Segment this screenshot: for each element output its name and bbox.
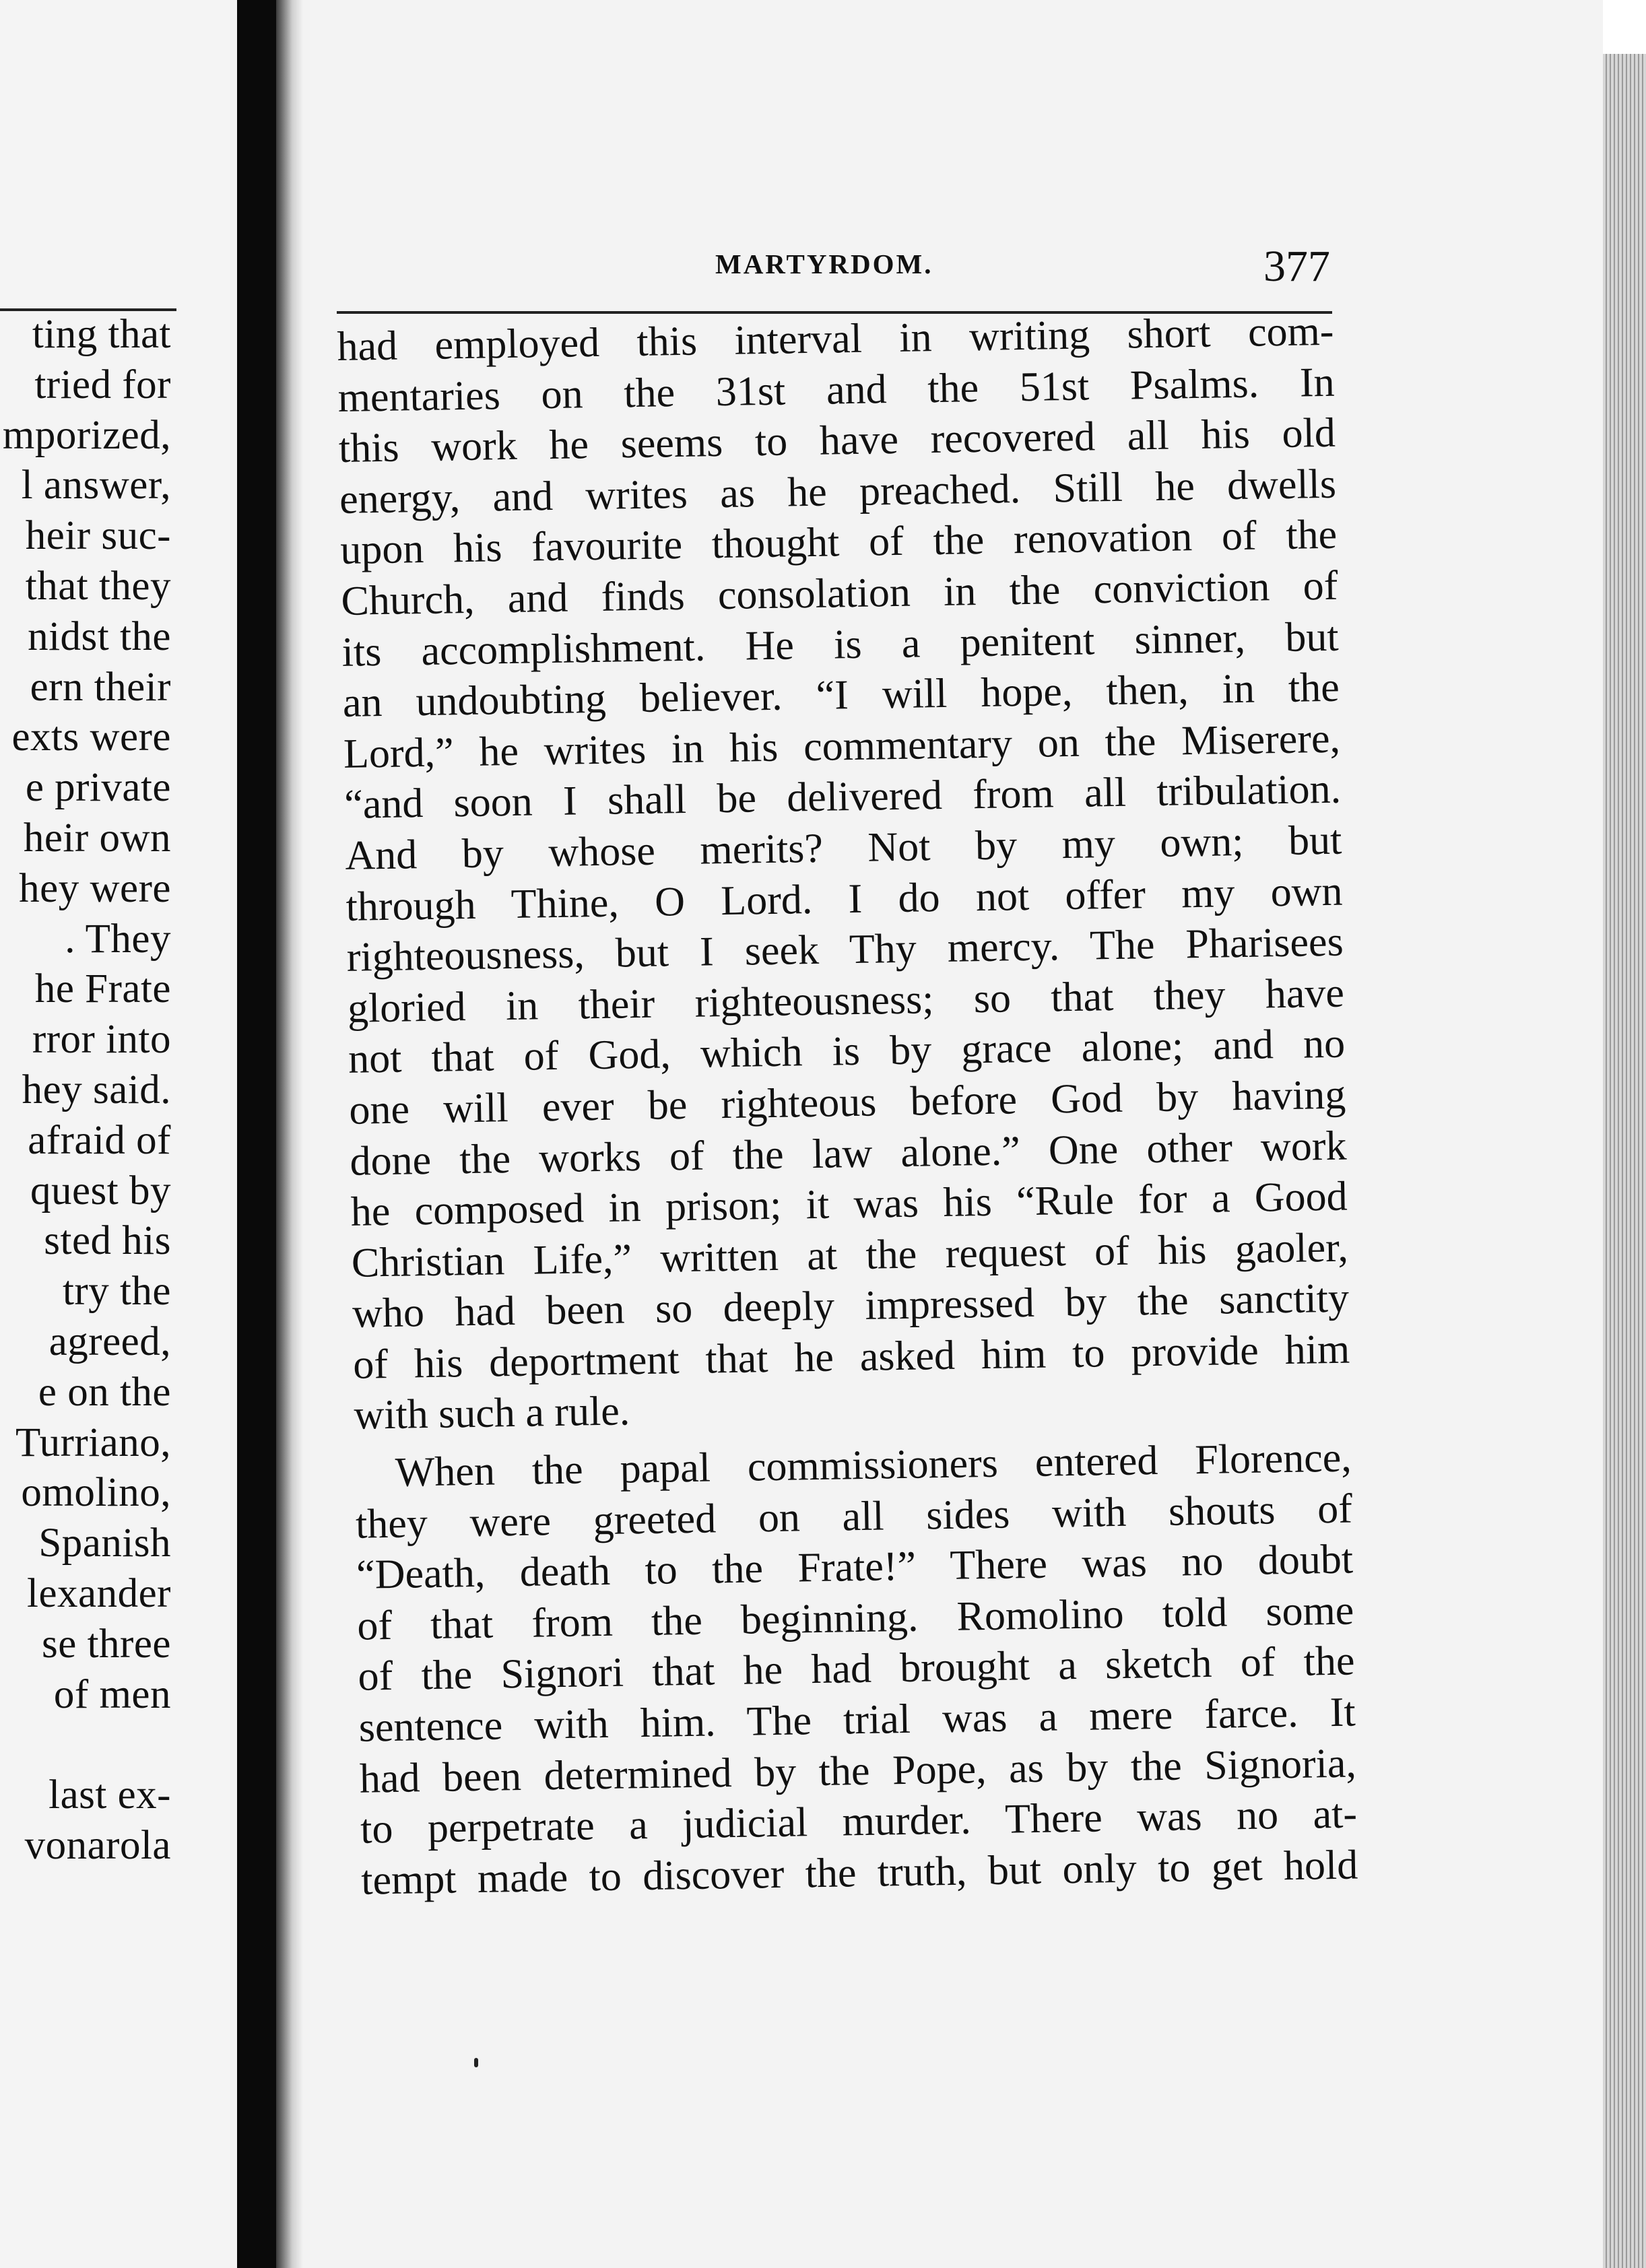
text-line: with such a rule. — [353, 1388, 630, 1439]
left-page-line: try the — [62, 1269, 171, 1314]
text-line: had been determined by the Pope, as by the Signoria, — [359, 1740, 1357, 1802]
left-page-line: vonarola — [24, 1823, 171, 1868]
text-line: of the Signori that he had brought a sketch of the — [358, 1638, 1355, 1700]
left-page-line: se three — [42, 1621, 171, 1667]
text-line: “Death, death to the Frate!” There was no doubt — [356, 1536, 1354, 1599]
left-page-line: hey were — [19, 865, 171, 911]
text-line: righteousness, but I seek Thy mercy. The Pharisees — [346, 919, 1344, 981]
left-page-line: quest by — [30, 1168, 171, 1213]
paragraph — [354, 1433, 1358, 1907]
body-text — [337, 306, 1358, 1906]
left-page-line: exts were — [11, 714, 171, 760]
text-line: done the works of the law alone.” One other work — [350, 1123, 1347, 1185]
left-page-line: nidst the — [28, 613, 171, 659]
gutter-shadow — [276, 0, 303, 2268]
text-line: this work he seems to have recovered all his old — [338, 409, 1336, 472]
text-line: And by whose merits? Not by my own; but — [344, 817, 1342, 879]
running-head: MARTYRDOM. — [715, 248, 933, 279]
left-page-line: ern their — [30, 664, 171, 710]
text-line: of that from the beginning. Romolino told some — [356, 1587, 1354, 1649]
text-line: sentence with him. The trial was a mere farce. It — [358, 1689, 1356, 1751]
left-page-line: of men — [53, 1671, 171, 1717]
text-line: he composed in prison; it was his “Rule for a Good — [350, 1173, 1348, 1235]
text-line: not that of God, which is by grace alone; and no — [348, 1020, 1346, 1083]
text-line: gloried in their righteousness; so that they have — [347, 970, 1345, 1032]
left-page-line: he Frate — [34, 966, 171, 1012]
text-line: When the papal commissioners entered Florence, — [395, 1434, 1352, 1496]
book-gutter — [237, 0, 276, 2268]
left-page-line: heir suc- — [25, 513, 171, 559]
left-page-line: l answer, — [21, 463, 171, 508]
text-line: tempt made to discover the truth, but only to get hold — [360, 1842, 1358, 1904]
left-page-line: last ex- — [48, 1772, 171, 1818]
left-page-line: Spanish — [38, 1521, 171, 1566]
text-line: one will ever be righteous before God by having — [348, 1071, 1346, 1133]
text-line: Lord,” he writes in his commentary on the Miserere, — [343, 715, 1341, 777]
left-page-line: e private — [25, 765, 171, 811]
text-line: to perpetrate a judicial murder. There was no at- — [360, 1791, 1358, 1853]
text-line: who had been so deeply impressed by the sanctity — [352, 1275, 1350, 1337]
left-page-line: afraid of — [28, 1117, 171, 1163]
text-line: they were greeted on all sides with shouts of — [355, 1486, 1353, 1547]
ink-speck — [474, 2058, 478, 2067]
left-page-line: rror into — [32, 1017, 171, 1063]
left-page-line: sted his — [44, 1218, 171, 1264]
left-page-line: ting that — [32, 312, 171, 357]
text-line: through Thine, O Lord. I do not offer my own — [345, 868, 1343, 930]
text-line: “and soon I shall be delivered from all tribulation. — [343, 766, 1342, 828]
page-edges — [1603, 54, 1646, 2268]
text-line: energy, and writes as he preached. Still he dwells — [339, 461, 1337, 523]
page-number: 377 — [1263, 242, 1330, 291]
left-page-line: agreed, — [48, 1319, 171, 1364]
left-page-line: omolino, — [21, 1470, 171, 1516]
left-page-line: heir own — [23, 815, 171, 861]
left-page-line: e on the — [38, 1369, 171, 1415]
left-page-line: tried for — [34, 362, 171, 407]
text-line: Church, and finds consolation in the conviction of — [340, 562, 1338, 624]
left-page-line: mporized, — [2, 412, 171, 458]
text-line: upon his favourite thought of the renovation of the — [339, 512, 1338, 574]
text-line: of his deportment that he asked him to provide him — [352, 1326, 1350, 1388]
paragraph — [337, 306, 1351, 1442]
text-line: an undoubting believer. “I will hope, then, in the — [342, 664, 1340, 727]
left-page-line: hey said. — [22, 1067, 171, 1112]
left-page-line: . They — [65, 916, 171, 962]
left-page-line: Turriano, — [15, 1420, 171, 1465]
text-line: Christian Life,” written at the request of his gaoler, — [351, 1224, 1349, 1286]
text-line: had employed this interval in writing short com- — [337, 308, 1334, 370]
text-line: its accomplishment. He is a penitent sinner, but — [341, 613, 1340, 675]
background — [1603, 0, 1646, 54]
left-page — [0, 0, 237, 2268]
text-line: mentaries on the 31st and the 51st Psalms. In — [337, 359, 1336, 421]
left-page-line: lexander — [27, 1571, 171, 1616]
left-page-line: that they — [25, 564, 171, 609]
